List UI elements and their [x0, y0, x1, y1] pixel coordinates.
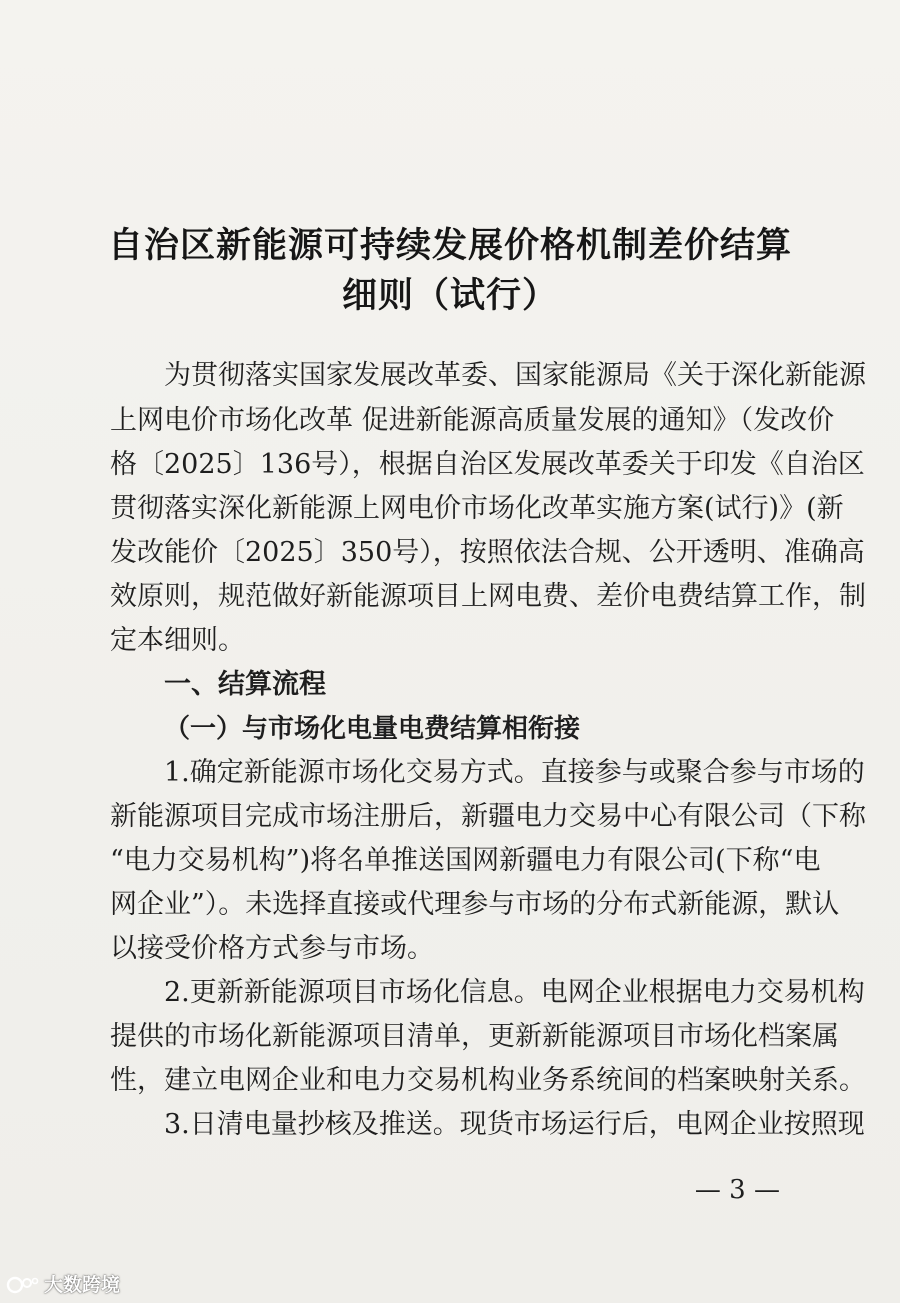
subsection-heading: （一）与市场化电量电费结算相衔接 — [164, 714, 581, 744]
item2-line-1: 2.更新新能源项目市场化信息。电网企业根据电力交易机构 — [164, 977, 865, 1008]
intro-line-6: 效原则，规范做好新能源项目上网电费、差价电费结算工作，制 — [110, 581, 866, 612]
intro-line-2: 上网电价市场化改革 促进新能源高质量发展的通知》（发改价 — [110, 405, 835, 436]
intro-line-1: 为贯彻落实国家发展改革委、国家能源局《关于深化新能源 — [164, 360, 866, 391]
intro-line-3: 格〔2025〕136号），根据自治区发展改革委关于印发《自治区 — [110, 449, 865, 480]
item1-line-1: 1.确定新能源市场化交易方式。直接参与或聚合参与市场的 — [164, 757, 865, 788]
document-title-line-1: 自治区新能源可持续发展价格机制差价结算 — [107, 226, 792, 266]
item2-line-3: 性，建立电网企业和电力交易机构业务系统间的档案映射关系。 — [110, 1065, 866, 1096]
item3-line-1: 3.日清电量抄核及推送。现货市场运行后，电网企业按照现 — [164, 1109, 865, 1140]
watermark-text: 大数跨境 — [44, 1274, 121, 1296]
watermark — [6, 1270, 120, 1297]
page-number: — 3 — — [694, 1175, 780, 1205]
intro-line-5: 发改能价〔2025〕350号），按照依法合规、公开透明、准确高 — [110, 537, 865, 568]
section-heading: 一、结算流程 — [164, 669, 326, 700]
item1-line-4: 网企业”）。未选择直接或代理参与市场的分布式新能源，默认 — [110, 889, 840, 920]
item2-line-2: 提供的市场化新能源项目清单，更新新能源项目市场化档案属 — [110, 1021, 839, 1052]
intro-line-4: 贯彻落实深化新能源上网电价市场化改革实施方案(试行)》(新 — [110, 493, 844, 524]
item1-line-3: “电力交易机构”)将名单推送国网新疆电力有限公司(下称“电 — [110, 845, 821, 876]
intro-line-7: 定本细则。 — [110, 625, 245, 656]
item1-line-2: 新能源项目完成市场注册后，新疆电力交易中心有限公司（下称 — [110, 801, 866, 832]
document-title-line-2: 细则（试行） — [341, 276, 558, 316]
brand-logo-icon — [6, 1273, 40, 1295]
item1-line-5: 以接受价格方式参与市场。 — [110, 933, 434, 964]
